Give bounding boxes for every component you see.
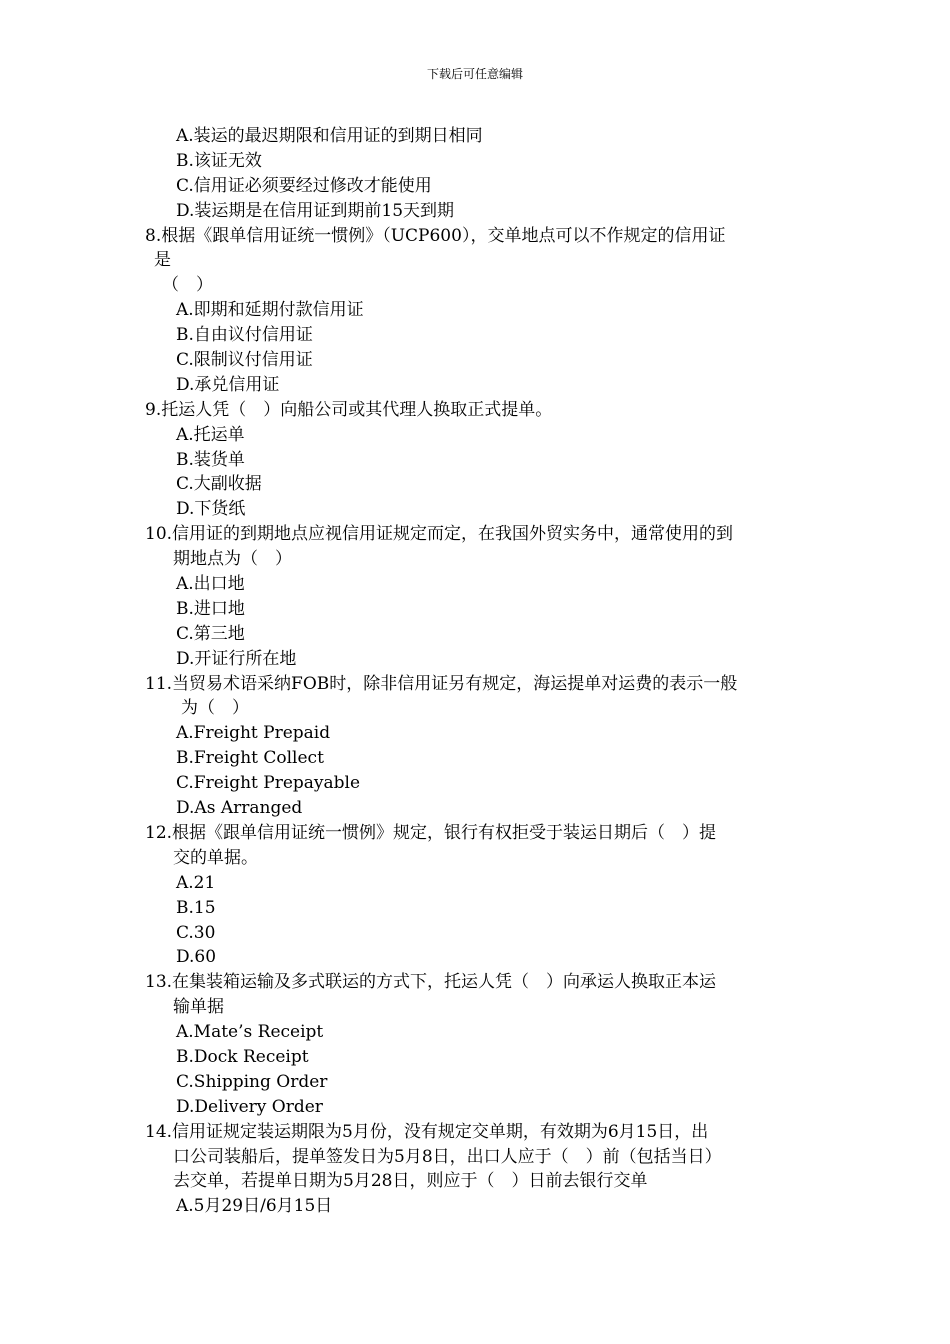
answer-option: C.信用证必须要经过修改才能使用 — [176, 175, 432, 196]
answer-option: A.Freight Prepaid — [176, 723, 331, 744]
answer-option: C.30 — [176, 922, 216, 943]
answer-option: B.装货单 — [176, 449, 245, 470]
question-text: 9.托运人凭（ ）向船公司或其代理人换取正式提单。 — [145, 399, 553, 420]
question-text-continued: 输单据 — [173, 997, 224, 1018]
answer-option: A.出口地 — [176, 574, 245, 595]
answer-option: C.大副收据 — [176, 474, 262, 495]
answer-option: B.自由议付信用证 — [176, 325, 313, 346]
question-list — [145, 124, 825, 1219]
question-text: 14.信用证规定装运期限为5月份，没有规定交单期，有效期为6月15日，出 — [145, 1121, 709, 1142]
answer-option: D.60 — [176, 947, 217, 968]
page-header: 下载后可任意编辑 — [426, 67, 523, 81]
question-text: 11.当贸易术语采纳FOB时，除非信用证另有规定，海运提单对运费的表示一般 — [145, 673, 738, 694]
question-text-continued: 是 — [154, 250, 171, 271]
question-text: 12.根据《跟单信用证统一惯例》规定，银行有权拒受于装运日期后（ ）提 — [145, 822, 717, 843]
answer-option: A.托运单 — [176, 424, 245, 445]
answer-option: B.该证无效 — [176, 150, 262, 171]
answer-option: B.15 — [176, 897, 216, 918]
question-text-continued: 去交单，若提单日期为5月28日，则应于（ ）日前去银行交单 — [173, 1171, 648, 1192]
answer-option: D.As Arranged — [176, 798, 303, 819]
answer-option: B.进口地 — [176, 598, 245, 619]
answer-option: A.Mate’s Receipt — [176, 1022, 324, 1043]
answer-option: B.Dock Receipt — [176, 1046, 309, 1067]
question-text-continued: 为（ ） — [181, 698, 249, 719]
question-text: 10.信用证的到期地点应视信用证规定而定，在我国外贸实务中，通常使用的到 — [145, 524, 734, 545]
question-text: 13.在集装箱运输及多式联运的方式下，托运人凭（ ）向承运人换取正本运 — [145, 972, 717, 993]
answer-option: A.5月29日/6月15日 — [176, 1196, 333, 1217]
question-text-continued: 口公司装船后，提单签发日为5月8日，出口人应于（ ）前（包括当日） — [173, 1146, 722, 1167]
answer-option: D.承兑信用证 — [176, 374, 280, 395]
answer-option: C.Freight Prepayable — [176, 773, 361, 794]
answer-option: D.下货纸 — [176, 499, 246, 520]
question-text-continued: 交的单据。 — [173, 847, 258, 868]
answer-option: C.第三地 — [176, 623, 245, 644]
answer-option: D.Delivery Order — [176, 1096, 323, 1117]
question-text: 8.根据《跟单信用证统一惯例》（UCP600），交单地点可以不作规定的信用证 — [145, 225, 726, 246]
answer-option: C.限制议付信用证 — [176, 350, 313, 371]
question-text-continued: 期地点为（ ） — [173, 549, 292, 570]
answer-blank: （ ） — [162, 275, 213, 296]
answer-option: D.开证行所在地 — [176, 648, 297, 669]
answer-option: C.Shipping Order — [176, 1071, 328, 1092]
answer-option: A.即期和延期付款信用证 — [176, 300, 364, 321]
answer-option: B.Freight Collect — [176, 748, 324, 769]
answer-option: D.装运期是在信用证到期前15天到期 — [176, 200, 455, 221]
answer-option: A.21 — [176, 872, 216, 893]
answer-option: A.装运的最迟期限和信用证的到期日相同 — [176, 126, 483, 146]
